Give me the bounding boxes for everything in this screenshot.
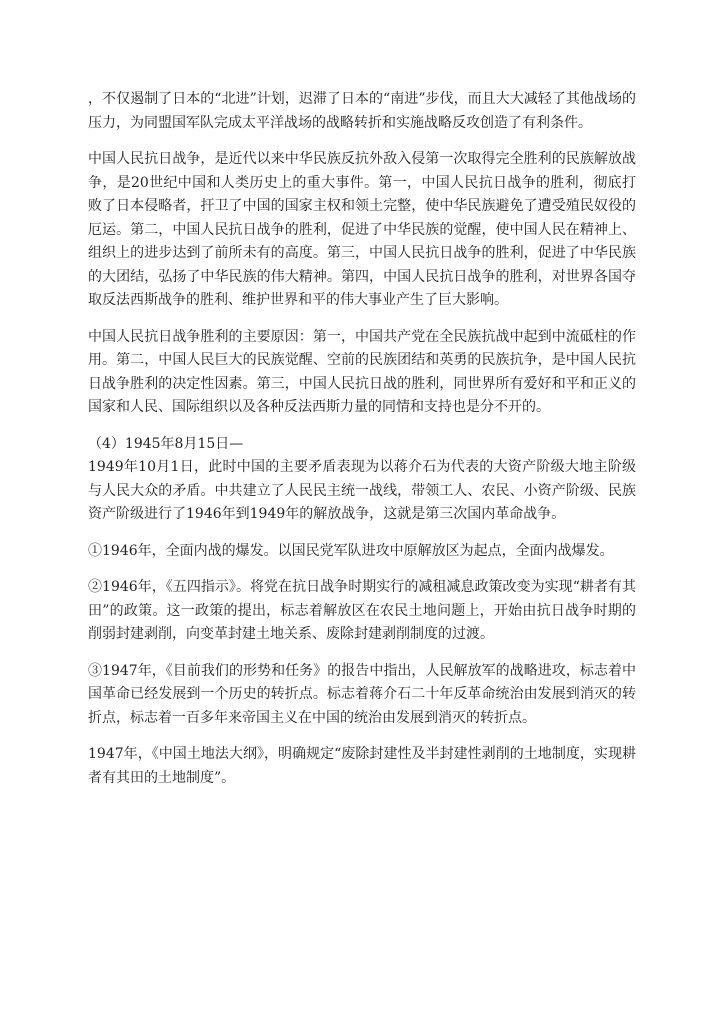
paragraph-current-situation-report: ③1947年，《目前我们的形势和任务》的报告中指出，人民解放军的战略进攻，标志着中国革命已经发展到一个历史的转折点。标志着蒋介石二十年反革命统治由发展到消灭的转折点，标志着一百多年来帝国主义在中国的统治由发展到消灭的转折点。: [88, 662, 636, 726]
paragraph-victory-reasons: 中国人民抗日战争胜利的主要原因：第一，中国共产党在全民族抗战中起到中流砥柱的作用。第二，中国人民巨大的民族觉醒、空前的民族团结和英勇的民族抗争，是中国人民抗日战争胜利的决定性因素。第三，中国人民抗日战的胜利，同世界所有爱好和平和正义的国家和人民、国际组织以及各种反法西斯力量的同情和支持也是分不开的。: [88, 328, 636, 415]
paragraph-land-law-outline: 1947年，《中国土地法大纲》，明确规定“废除封建性及半封建性剥削的土地制度，实现耕者有其田的土地制度”。: [88, 746, 636, 786]
paragraph-main-contradiction: 1949年10月1日，此时中国的主要矛盾表现为以蒋介石为代表的大资产阶级大地主阶级与人民大众的矛盾。中共建立了人民民主统一战线，带领工人、农民、小资产阶级、民族资产阶级进行了1946年到1949年的解放战争，这就是第三次国内革命战争。: [88, 459, 636, 522]
document-body: [88, 88, 636, 803]
paragraph-may-fourth-directive: ②1946年，《五四指示》。将党在抗日战争时期实行的减租减息政策改变为实现“耕者有其田”的政策。这一政策的提出，标志着解放区在农民土地问题上，开始由抗日战争时期的削弱封建剥削，向变革封建土地关系、废除封建剥削制度的过渡。: [88, 579, 636, 642]
paragraph-civil-war-outbreak: ①1946年，全面内战的爆发。以国民党军队进攻中原解放区为起点，全面内战爆发。: [88, 542, 614, 559]
paragraph-period-heading: （4）1945年8月15日—: [88, 435, 244, 452]
paragraph-north-south-advance: ，不仅遏制了日本的“北进”计划，迟滞了日本的“南进”步伐，而且大大减轻了其他战场的压力，为同盟国军队完成太平洋战场的战略转折和实施战略反攻创造了有利条件。: [88, 91, 636, 131]
paragraph-war-significance: 中国人民抗日战争，是近代以来中华民族反抗外敌入侵第一次取得完全胜利的民族解放战争，是20世纪中国和人类历史上的重大事件。第一，中国人民抗日战争的胜利，彻底打败了日本侵略者，扞卫了中国的国家主权和领土完整，使中华民族避免了遭受殖民奴役的厄运。第二，中国人民抗日战争的胜利，促进了中华民族的觉醒，使中国人民在精神上、组织上的进步达到了前所未有的高度。第三，中国人民抗日战争的胜利，促进了中华民族的大团结，弘扬了中华民族的伟大精神。第四，中国人民抗日战争的胜利，对世界各国夺取反法西斯战争的胜利、维护世界和平的伟大事业产生了巨大影响。: [88, 151, 636, 308]
